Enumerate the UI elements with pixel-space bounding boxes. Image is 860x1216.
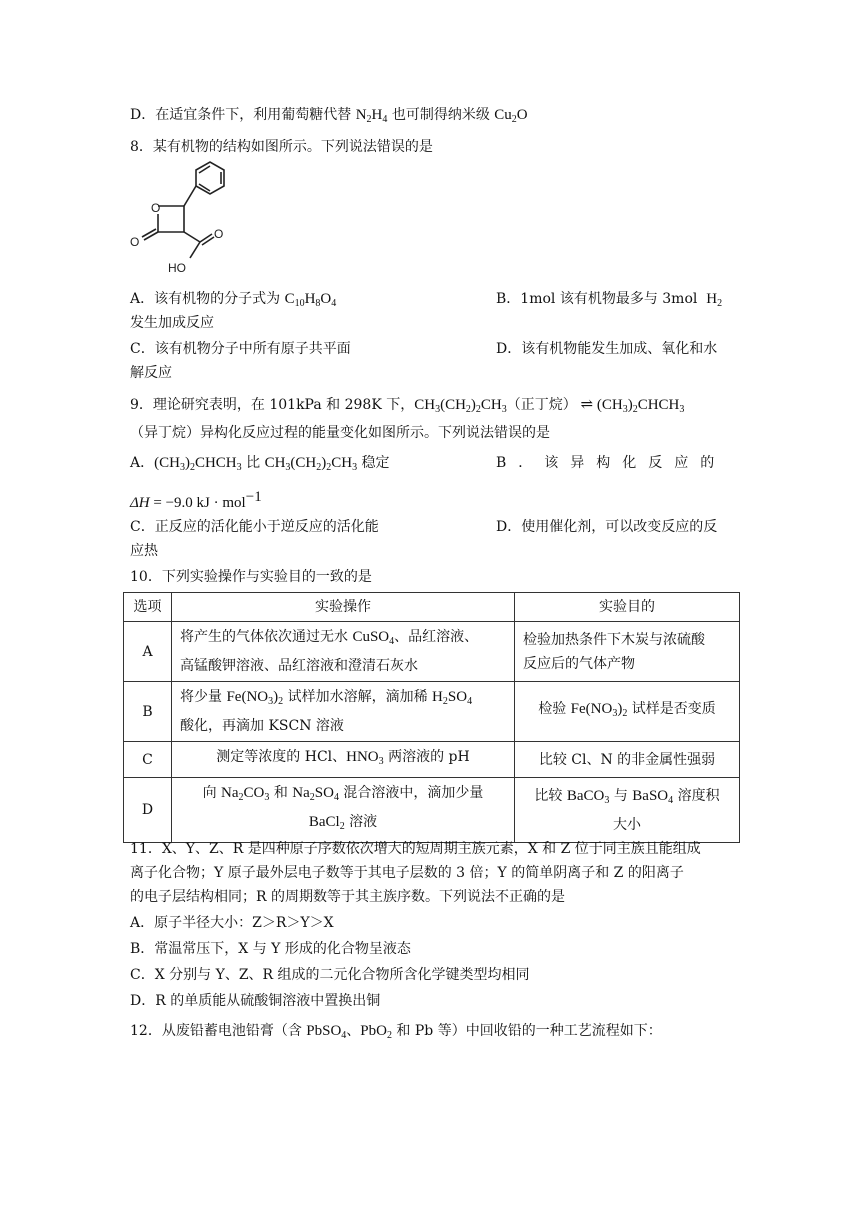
q8-option-a	[130, 288, 336, 315]
q12-stem-text-a: 12．从废铅蓄电池铅膏（含	[130, 1023, 307, 1039]
q9-stem-line2: （异丁烷）异构化反应过程的能量变化如图所示。下列说法错误的是	[130, 425, 550, 441]
formula-cu2o: $Cu_2O$	[494, 107, 528, 125]
formula-h2: $H_2$	[706, 291, 723, 309]
svg-text:O: O	[130, 235, 140, 249]
q9-option-b: B．该异构化反应的	[496, 455, 727, 471]
q8-option-c: C．该有机物分子中所有原子共平面	[130, 341, 351, 357]
formula-isobutane: $(CH_3)_2CHCH_3$	[596, 397, 685, 415]
q12-stem-text-b: 、	[346, 1023, 361, 1039]
q7-option-d-text-a: D．在适宜条件下，利用葡萄糖代替	[130, 107, 356, 123]
q8-option-b	[496, 288, 722, 315]
row-a-operation: 将产生的气体依次通过无水 CuSO$_4$、品红溶液、 高锰酸钾溶液、品红溶液和澄清石灰水	[172, 622, 515, 682]
formula-n-butane-a: $CH_3(CH_2)_2CH_3$	[264, 455, 358, 473]
q8-option-d: D．该有机物能发生加成、氧化和水	[496, 341, 718, 357]
row-a-purpose: 检验加热条件下木炭与浓硫酸 反应后的气体产物	[515, 622, 740, 682]
svg-text:O: O	[214, 227, 224, 241]
q9-option-b-cont: ΔH = −9.0 kJ · mol$^{-1}$	[130, 489, 262, 511]
molecule-structure-image	[128, 160, 238, 280]
q9-option-a-text-c: 稳定	[357, 455, 390, 471]
table-row	[124, 778, 740, 843]
row-b-operation: 将少量 $Fe(NO_3)_2$ 试样加水溶解，滴加稀 $H_2SO_4$ 酸化，再滴加 KSCN 溶液	[172, 682, 515, 742]
formula-isobutane-a: $(CH_3)_2CHCH_3$	[154, 455, 242, 473]
q11-stem-line3: 的电子层结构相同；R 的周期数等于其主族序数。下列说法不正确的是	[130, 889, 565, 905]
q9-option-a-label: A．	[130, 455, 155, 471]
q11-option-b: B．常温常压下，X 与 Y 形成的化合物呈液态	[130, 941, 411, 957]
q12-stem	[130, 1020, 662, 1047]
q11-option-c: C．X 分别与 Y、Z、R 组成的二元化合物所含化学键类型均相同	[130, 967, 530, 983]
q9-stem-line1	[130, 394, 684, 421]
formula-n-butane: $CH_3(CH_2)_2CH_3$	[414, 397, 507, 415]
table-row	[124, 682, 740, 742]
delta-h-value: = −9.0 kJ · mol	[153, 495, 246, 511]
q8-stem: 8．某有机物的结构如图所示。下列说法错误的是	[130, 139, 433, 155]
q9-option-a-text-b: 比	[241, 455, 265, 471]
row-b-key: B	[124, 682, 172, 742]
q8-option-d-cont: 解反应	[130, 365, 172, 381]
formula-n2h4: $N_2H_4$	[355, 107, 388, 125]
q9-option-a	[130, 452, 390, 479]
q8-option-b-text: B．1mol 该有机物最多与 3mol	[496, 291, 698, 307]
row-c-operation: 测定等浓度的 HCl、$HNO_3$ 两溶液的 pH	[172, 742, 515, 778]
delta-h-symbol: ΔH	[130, 495, 150, 511]
table-header-operation: 实验操作	[172, 593, 515, 622]
q7-option-d-text-b: 也可制得纳米级	[387, 107, 495, 123]
q8-option-b-cont: 发生加成反应	[130, 315, 214, 331]
svg-text:O: O	[151, 201, 161, 215]
row-d-purpose: 比较 BaCO$_3$ 与 BaSO$_4$ 溶度积 大小	[515, 778, 740, 843]
row-a-key: A	[124, 622, 172, 682]
formula-pbso4: PbSO$_4$	[306, 1023, 347, 1041]
q11-stem-line2: 离子化合物；Y 原子最外层电子数等于其电子层数的 3 倍；Y 的简单阴离子和 Z 的阳离子	[130, 865, 684, 881]
q11-option-a: A．原子半径大小：Z＞R＞Y＞X	[130, 915, 334, 931]
q7-option-d	[130, 104, 528, 131]
q12-stem-text-c: 和 Pb 等）中回收铅的一种工艺流程如下：	[391, 1023, 662, 1039]
q11-stem-line1: 11．X、Y、Z、R 是四种原子序数依次增大的短周期主族元素，X 和 Z 位于同主族且能组成	[130, 841, 701, 857]
row-d-operation: 向 $Na_2CO_3$ 和 $Na_2SO_4$ 混合溶液中，滴加少量 BaCl$_2$ 溶液	[172, 778, 515, 843]
molecule-ho-label: HO	[168, 261, 186, 275]
row-d-key: D	[124, 778, 172, 843]
q9-option-d: D．使用催化剂，可以改变反应的反	[496, 519, 718, 535]
q8-option-a-text: A．该有机物的分子式为	[130, 291, 285, 307]
table-row	[124, 742, 740, 778]
q9-option-c: C．正反应的活化能小于逆反应的活化能	[130, 519, 379, 535]
q10-stem: 10．下列实验操作与实验目的一致的是	[130, 569, 372, 585]
table-row	[124, 622, 740, 682]
row-c-key: C	[124, 742, 172, 778]
table-header-option: 选项	[124, 593, 172, 622]
q9-stem-text-b: （正丁烷）	[506, 397, 577, 413]
q9-stem-text-a: 9．理论研究表明，在 101kPa 和 298K 下，	[130, 397, 415, 413]
formula-c10h8o4: $C_{10}H_8O_4$	[284, 291, 337, 309]
q9-option-d-cont: 应热	[130, 543, 158, 559]
row-b-purpose: 检验 $Fe(NO_3)_2$ 试样是否变质	[515, 682, 740, 742]
table-header-row	[124, 593, 740, 622]
q11-option-d: D．R 的单质能从硫酸铜溶液中置换出铜	[130, 993, 381, 1009]
row-c-purpose: 比较 Cl、N 的非金属性强弱	[515, 742, 740, 778]
equilibrium-arrow: ⇌	[576, 397, 597, 413]
formula-pbo2: PbO$_2$	[360, 1023, 392, 1041]
q10-table	[123, 592, 740, 843]
table-header-purpose: 实验目的	[515, 593, 740, 622]
